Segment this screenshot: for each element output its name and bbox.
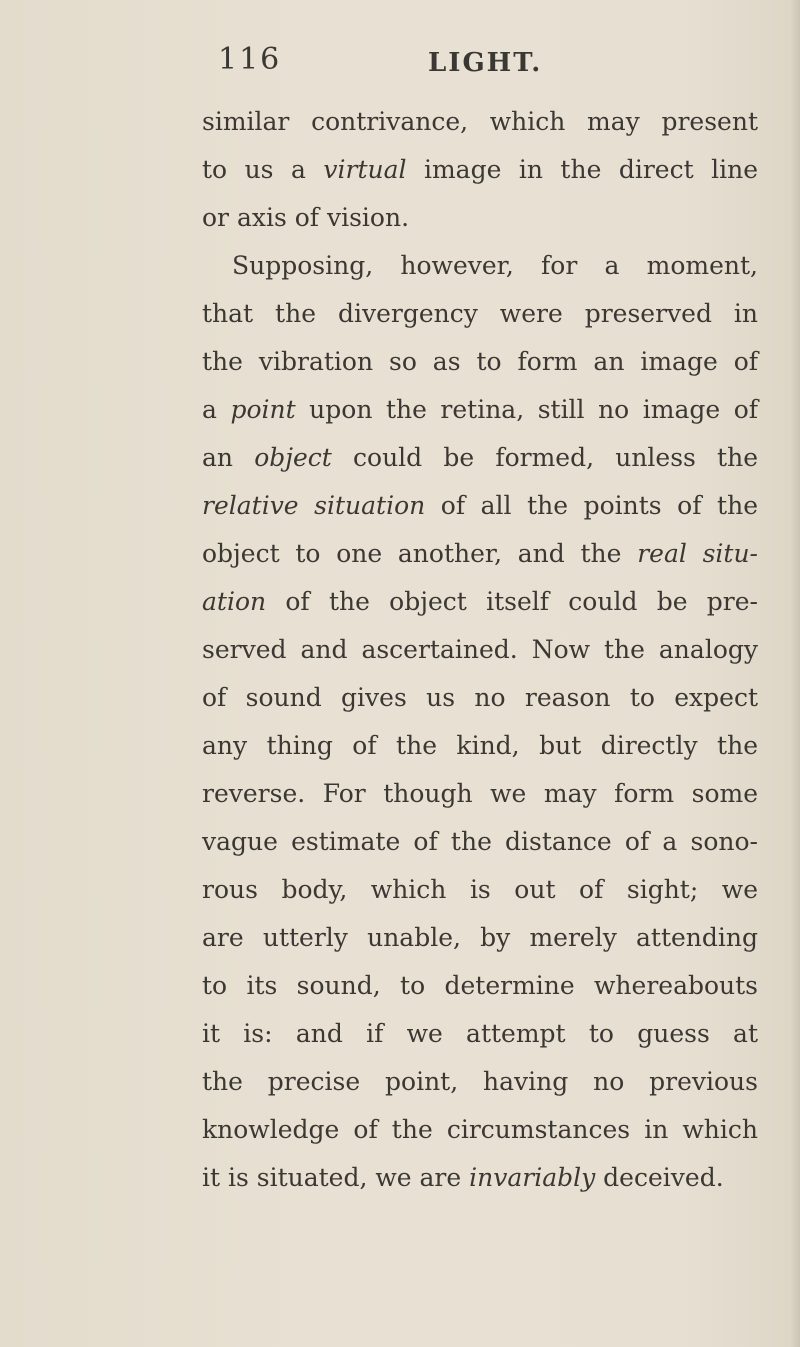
- running-head: LIGHT.: [428, 48, 543, 78]
- text-line: [202, 914, 758, 962]
- text-run: object to one another, and the: [202, 539, 638, 568]
- text-run: knowledge of the circumstances in which: [202, 1115, 758, 1144]
- text-line: [202, 1010, 758, 1058]
- text-line: [202, 530, 758, 578]
- text-line: [202, 242, 758, 290]
- text-run: it is: and if we attempt to guess at: [202, 1019, 758, 1048]
- page-header: [0, 42, 800, 82]
- text-run: served and ascertained. Now the analogy: [202, 635, 758, 664]
- text-run: deceived.: [595, 1163, 724, 1192]
- text-line: [202, 722, 758, 770]
- text-line: [202, 146, 758, 194]
- text-line: [202, 1058, 758, 1106]
- text-run: or axis of vision.: [202, 203, 410, 232]
- text-line: [202, 818, 758, 866]
- text-line: [202, 578, 758, 626]
- text-line: [202, 290, 758, 338]
- text-run: Supposing, however, for a moment,: [232, 251, 758, 280]
- text-line: [202, 194, 758, 242]
- text-run: are utterly unable, by merely attending: [202, 923, 758, 952]
- text-run: of the object itself could be pre-: [266, 587, 758, 616]
- text-run: upon the retina, still no image of: [295, 395, 758, 424]
- text-line: [202, 962, 758, 1010]
- text-line: [202, 1154, 758, 1202]
- text-run: could be formed, unless the: [331, 443, 758, 472]
- page-number: 116: [218, 42, 282, 77]
- text-run: rous body, which is out of sight; we: [202, 875, 758, 904]
- text-run: a: [202, 395, 231, 424]
- text-run: vague estimate of the distance of a sono-: [202, 827, 758, 856]
- text-run: any thing of the kind, but directly the: [202, 731, 758, 760]
- text-run: it is situated, we are: [202, 1163, 470, 1192]
- text-run: of all the points of the: [425, 491, 758, 520]
- italic-text: point: [230, 395, 296, 424]
- italic-text: ation: [202, 587, 267, 616]
- text-run: reverse. For though we may form some: [202, 779, 758, 808]
- text-line: [202, 482, 758, 530]
- text-line: [202, 626, 758, 674]
- italic-text: virtual: [323, 155, 407, 184]
- page-edge-shadow: [790, 0, 800, 1347]
- text-run: similar contrivance, which may present: [202, 107, 758, 136]
- text-run: image in the direct line: [406, 155, 759, 184]
- text-run: the vibration so as to form an image of: [202, 347, 758, 376]
- text-line: [202, 1106, 758, 1154]
- text-line: [202, 674, 758, 722]
- text-line: [202, 434, 758, 482]
- text-line: [202, 338, 758, 386]
- text-run: the precise point, having no previous: [202, 1067, 758, 1096]
- text-line: [202, 770, 758, 818]
- text-run: to its sound, to determine whereabouts: [202, 971, 758, 1000]
- text-run: an: [202, 443, 255, 472]
- text-run: that the divergency were preserved in: [202, 299, 758, 328]
- italic-text: relative situation: [202, 491, 426, 520]
- text-line: [202, 386, 758, 434]
- italic-text: invariably: [469, 1163, 596, 1192]
- text-run: to us a: [202, 155, 324, 184]
- body-text: [202, 98, 758, 1202]
- text-run: of sound gives us no reason to expect: [202, 683, 758, 712]
- text-line: [202, 98, 758, 146]
- italic-text: object: [254, 443, 332, 472]
- text-line: [202, 866, 758, 914]
- italic-text: real situ-: [637, 539, 759, 568]
